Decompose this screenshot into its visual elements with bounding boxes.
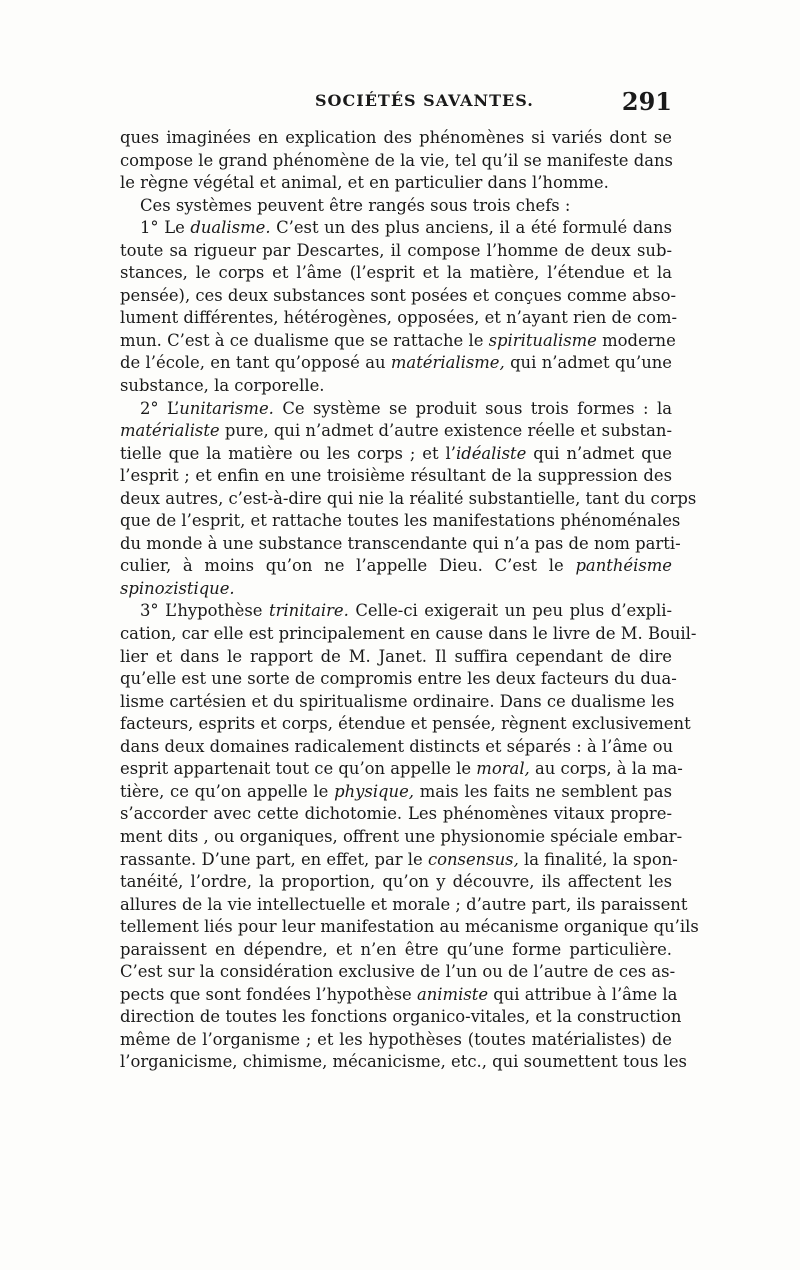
line-text: lisme cartésien et du spiritualisme ordinaire. Dans ce dualisme les (120, 691, 675, 711)
line-text: stances, le corps et l’âme (l’esprit et la matière, l’étendue et la (120, 263, 672, 283)
line-text: Celle-ci exigerait un peu plus d’expli- (348, 601, 673, 621)
text-line (120, 984, 678, 1007)
text-line (120, 916, 699, 939)
line-text: rassante. D’une part, en effet, par le (120, 849, 428, 869)
text-line (120, 352, 672, 375)
line-text: 2° L’ (140, 398, 180, 418)
line-text: tanéité, l’ordre, la proportion, qu’on y découvre, ils affectent les (120, 872, 672, 892)
line-text: 3° L’hypothèse (140, 601, 270, 621)
page-number: 291 (621, 87, 672, 116)
text-line (120, 736, 672, 759)
line-text: qu’elle est une sorte de compromis entre les deux facteurs du dua- (120, 669, 677, 689)
line-text: allures de la vie intellectuelle et morale ; d’autre part, ils paraissent (120, 894, 688, 914)
line-text: la finalité, la spon- (518, 849, 678, 869)
line-text: paraissent en dépendre, et n’en être qu’une forme particulière. (120, 939, 672, 959)
line-text: dans deux domaines radicalement distincts et séparés : à l’âme ou (120, 736, 674, 756)
running-head (120, 87, 672, 121)
text-line (120, 262, 672, 285)
italic-term: unitarisme. (179, 398, 274, 418)
text-line (120, 150, 672, 173)
italic-term: matérialisme, (390, 353, 505, 373)
text-line (120, 600, 672, 623)
italic-term: spiritualisme (488, 330, 597, 350)
line-text: moderne (596, 330, 676, 350)
text-line (120, 240, 672, 263)
italic-term: animiste (416, 984, 489, 1004)
line-text: 1° Le (140, 218, 191, 238)
text-line (120, 533, 681, 556)
line-text: Ces systèmes peuvent être rangés sous trois chefs : (140, 195, 571, 215)
text-line (120, 375, 672, 398)
line-text: qui n’admet qu’une (504, 353, 673, 373)
line-text: ment dits , ou organiques, offrent une physionomie spéciale embar- (120, 826, 683, 846)
text-line (120, 578, 672, 601)
text-line (120, 961, 676, 984)
line-text: même de l’organisme ; et les hypothèses (toutes matérialistes) de (120, 1029, 672, 1049)
text-line (120, 307, 678, 330)
text-line (120, 330, 676, 353)
text-line (120, 195, 672, 218)
italic-term: dualisme. (190, 218, 271, 238)
running-title: SOCIÉTÉS SAVANTES. (315, 91, 534, 110)
line-text: de l’école, en tant qu’opposé au (120, 353, 391, 373)
line-text: du monde à une substance transcendante qui n’a pas de nom parti- (120, 533, 681, 553)
line-text: culier, à moins qu’on ne l’appelle Dieu. C’est le (120, 556, 576, 576)
line-text: compose le grand phénomène de la vie, tel qu’il se manifeste dans (120, 150, 673, 170)
text-line (120, 1051, 687, 1074)
text-line (120, 939, 672, 962)
line-text: deux autres, c’est-à-dire qui nie la réalité substantielle, tant du corps (120, 488, 697, 508)
line-text: esprit appartenait tout ce qu’on appelle le (120, 759, 477, 779)
text-line (120, 646, 672, 669)
line-text: que de l’esprit, et rattache toutes les manifestations phénoménales (120, 511, 681, 531)
line-text: substance, la corporelle. (120, 376, 325, 396)
text-line (120, 826, 683, 849)
text-line (120, 758, 683, 781)
line-text: C’est sur la considération exclusive de l’un ou de l’autre de ces as- (120, 962, 676, 982)
line-text: tellement liés pour leur manifestation au mécanisme organique qu’ils (120, 917, 699, 937)
text-line (120, 871, 672, 894)
text-line (120, 443, 672, 466)
text-line (120, 668, 677, 691)
text-line (120, 488, 697, 511)
line-text: le règne végétal et animal, et en particulier dans l’homme. (120, 173, 609, 193)
italic-term: idéaliste (455, 443, 527, 463)
text-line (120, 510, 681, 533)
line-text: pure, qui n’admet d’autre existence réelle et substan- (219, 421, 672, 441)
line-text: pensée), ces deux substances sont posées et conçues comme abso- (120, 285, 677, 305)
line-text: tière, ce qu’on appelle le (120, 781, 335, 801)
line-text: s’accorder avec cette dichotomie. Les phénomènes vitaux propre- (120, 804, 672, 824)
line-text: mun. C’est à ce dualisme que se rattache le (120, 330, 489, 350)
text-line (120, 713, 691, 736)
italic-term: consensus, (427, 849, 519, 869)
text-line (120, 894, 688, 917)
text-line (120, 803, 672, 826)
line-text: qui n’admet que (526, 443, 672, 463)
text-line (120, 849, 678, 872)
line-text: tielle que la matière ou les corps ; et l’ (120, 443, 456, 463)
italic-term: panthéisme (575, 556, 672, 576)
italic-term: spinozistique. (120, 578, 235, 598)
text-line (120, 420, 672, 443)
text-line (120, 623, 697, 646)
line-text: lument différentes, hétérogènes, opposées, et n’ayant rien de com- (120, 308, 678, 328)
line-text: l’organicisme, chimisme, mécanicisme, etc., qui soumettent tous les (120, 1052, 687, 1072)
text-line (120, 691, 675, 714)
line-text: pects que sont fondées l’hypothèse (120, 984, 417, 1004)
line-text: direction de toutes les fonctions organico-vitales, et la construction (120, 1007, 682, 1027)
italic-term: matérialiste (120, 421, 220, 441)
line-text: au corps, à la ma- (529, 759, 683, 779)
line-text: mais les faits ne semblent pas (414, 781, 672, 801)
line-text: ques imaginées en explication des phénomènes si variés dont se (120, 128, 672, 147)
italic-term: trinitaire. (269, 601, 349, 621)
line-text: toute sa rigueur par Descartes, il compose l’homme de deux sub- (120, 240, 672, 260)
text-line (120, 465, 672, 488)
italic-term: physique, (334, 781, 415, 801)
line-text: cation, car elle est principalement en cause dans le livre de M. Bouil- (120, 624, 697, 644)
text-line (120, 127, 672, 150)
text-line (120, 781, 672, 804)
text-line (120, 555, 672, 578)
line-text: facteurs, esprits et corps, étendue et pensée, règnent exclusivement (120, 714, 691, 734)
body-text (120, 127, 699, 1074)
text-line (120, 285, 677, 308)
text-line (120, 398, 672, 421)
italic-term: moral, (476, 759, 530, 779)
line-text: C’est un des plus anciens, il a été formulé dans (270, 218, 672, 238)
text-line (120, 1006, 682, 1029)
line-text: Ce système se produit sous trois formes : la (273, 398, 673, 418)
text-line (120, 217, 672, 240)
line-text: l’esprit ; et enfin en une troisième résultant de la suppression des (120, 466, 672, 486)
line-text: qui attribue à l’âme la (488, 984, 678, 1004)
text-line (120, 1029, 672, 1052)
text-line (120, 172, 672, 195)
line-text: lier et dans le rapport de M. Janet. Il suffira cependant de dire (120, 646, 672, 666)
